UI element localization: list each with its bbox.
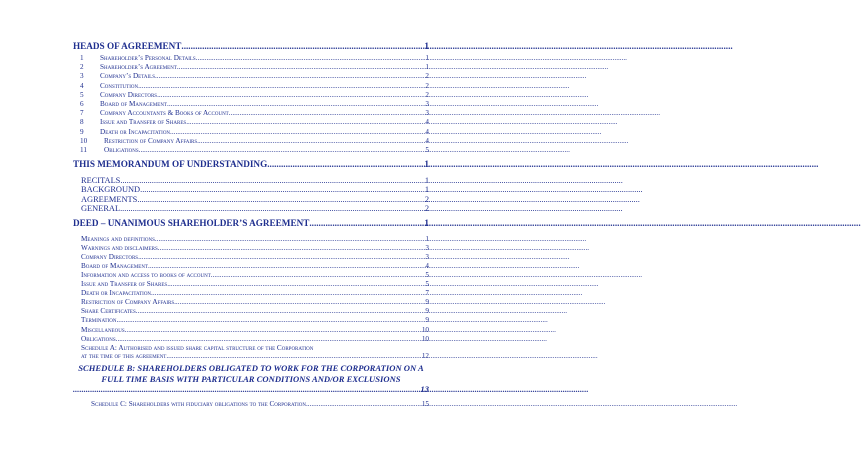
toc-entry[interactable]: [73, 235, 429, 244]
leader-dots: [170, 128, 424, 136]
page-number: 1: [424, 185, 429, 195]
leader-dots: [138, 253, 424, 261]
leader-dots: [306, 400, 421, 408]
page-number: 5: [425, 280, 429, 289]
heads-items-list: [73, 54, 429, 155]
page-number: 2: [425, 72, 429, 81]
leader-dots: [139, 146, 425, 154]
entry-label: Miscellaneous: [81, 325, 125, 334]
leader-dots: [309, 218, 423, 228]
page-number: 4: [425, 127, 429, 136]
toc-entry[interactable]: [73, 72, 429, 81]
page-number: 9: [425, 298, 429, 307]
schedule-a-line1: Schedule A: Authorised and issued share capital structure of the Corporation: [81, 343, 314, 352]
leader-dots: [267, 159, 423, 169]
page-number: 13: [420, 383, 429, 394]
leader-dots: [196, 54, 425, 62]
page-number: 1: [424, 217, 429, 228]
toc-entry[interactable]: [73, 146, 429, 155]
entry-label: Company Accountants & Books of Account: [100, 109, 229, 118]
leader-dots: [151, 289, 424, 297]
leader-dots: [211, 271, 425, 279]
toc-entry[interactable]: [73, 100, 429, 109]
toc-entry[interactable]: [73, 280, 429, 289]
toc-entry[interactable]: [73, 137, 429, 146]
entry-label: Board of Management: [81, 261, 149, 270]
page-number: 5: [425, 271, 429, 279]
toc-entry[interactable]: [73, 118, 429, 127]
page-number: 2: [424, 204, 429, 214]
toc-entry-schedule-a[interactable]: [73, 344, 429, 362]
page-number: 1: [425, 63, 429, 72]
page-number: 12: [421, 352, 429, 361]
toc-entry[interactable]: [73, 271, 429, 280]
page-number: 1: [424, 176, 429, 186]
leader-dots: [167, 280, 424, 288]
memo-items-list: [73, 176, 429, 214]
leader-dots: [138, 82, 424, 90]
page-number: 3: [425, 243, 429, 252]
page-number: 4: [425, 261, 429, 270]
toc-entry[interactable]: [73, 298, 429, 307]
page-number: 1: [425, 234, 429, 243]
toc-section-heads-of-agreement[interactable]: [73, 41, 429, 54]
page-number: 9: [425, 316, 429, 325]
leader-dots: [186, 118, 424, 126]
schedule-c-text: Schedule C: Shareholders with fiduciary obligations to the Corporation: [91, 399, 306, 408]
page-number: 1: [425, 54, 429, 62]
entry-label: Meanings and definitions: [81, 234, 155, 243]
entry-label: Issue and Transfer of Shares: [100, 118, 187, 127]
entry-number: 3: [80, 72, 84, 81]
entry-number: 9: [80, 127, 84, 136]
entry-number: 1: [80, 54, 84, 62]
entry-label: Constitution: [100, 81, 139, 90]
entry-label: Death or Incapacitation: [100, 127, 171, 136]
leader-dots: [116, 335, 421, 343]
entry-label: Shareholder’s Personal Details: [100, 54, 196, 62]
section-title: THIS MEMORANDUM OF UNDERSTANDING: [73, 159, 268, 170]
toc-entry[interactable]: [73, 82, 429, 91]
leader-dots: [155, 72, 424, 80]
entry-label: Share Certificates: [81, 307, 136, 316]
page-number: 3: [425, 109, 429, 118]
leader-dots: [166, 352, 420, 361]
entry-label: GENERAL: [81, 204, 121, 214]
entry-label: Company Directors: [81, 252, 139, 261]
leader-dots: [174, 298, 424, 306]
toc-entry[interactable]: [73, 253, 429, 262]
leader-dots: [148, 262, 424, 270]
toc-entry[interactable]: [73, 262, 429, 271]
entry-label: Death or Incapacitation: [81, 289, 152, 298]
leader-dots: [117, 316, 425, 324]
toc-entry[interactable]: [73, 204, 429, 213]
toc-entry[interactable]: [73, 335, 429, 344]
entry-label: Warnings and disclaimers: [81, 243, 158, 252]
toc-entry[interactable]: [73, 244, 429, 253]
leader-dots: [125, 326, 421, 334]
leader-dots: [157, 91, 424, 99]
page-number: 10: [421, 334, 429, 343]
leader-dots: [136, 307, 425, 315]
entry-number: 7: [80, 109, 84, 118]
toc-entry[interactable]: [73, 289, 429, 298]
toc-entry-schedule-c[interactable]: [73, 400, 429, 409]
leader-dots: [120, 204, 424, 213]
leader-dots: [181, 41, 423, 51]
entry-label: Restriction of Company Affairs: [81, 298, 175, 307]
entry-label: Restriction of Company Affairs: [104, 136, 198, 145]
section-title: DEED – UNANIMOUS SHAREHOLDER’S AGREEMENT: [73, 217, 310, 228]
entry-label: Shareholder’s Agreement: [100, 63, 177, 72]
leader-dots: [177, 63, 425, 71]
entry-label: Obligations: [104, 145, 139, 154]
leader-dots: [120, 176, 423, 185]
page-number: 5: [425, 145, 429, 154]
page-number: 3: [425, 99, 429, 108]
page-number: 10: [421, 325, 429, 334]
page-number: 1: [424, 159, 429, 170]
entry-label: Information and access to books of account: [81, 271, 211, 279]
toc-entry[interactable]: [73, 109, 429, 118]
toc-entry[interactable]: [73, 91, 429, 100]
entry-label: Issue and Transfer of Shares: [81, 280, 168, 289]
schedule-a-line2: at the time of this agreement: [81, 352, 167, 361]
entry-label: Company Directors: [100, 90, 158, 99]
leader-dots: [197, 137, 424, 145]
schedule-b-text: SCHEDULE B: SHAREHOLDERS OBLIGATED TO WORK FOR THE CORPORATION ON A FULL TIME BASIS WITH PARTICULAR CONDITIONS AND/OR EXCLUSIONS: [78, 363, 424, 384]
page-number: 3: [425, 252, 429, 261]
toc-entry-schedule-b[interactable]: [73, 363, 429, 393]
entry-number: 5: [80, 90, 84, 99]
page-number: 1: [424, 41, 429, 51]
entry-label: Obligations: [81, 334, 116, 343]
page-number: 4: [425, 118, 429, 127]
deed-items-list: [73, 235, 429, 344]
section-title: HEADS OF AGREEMENT: [73, 41, 182, 51]
leader-dots: [155, 235, 425, 243]
toc-section-deed[interactable]: [73, 218, 429, 231]
entry-number: 6: [80, 99, 84, 108]
page-number: 2: [424, 194, 429, 204]
toc-entry[interactable]: [73, 128, 429, 137]
entry-number: 11: [80, 145, 87, 154]
leader-dots: [229, 109, 425, 117]
leader-dots: [158, 244, 425, 252]
toc-section-memorandum[interactable]: [73, 159, 429, 172]
entry-label: Termination: [81, 316, 117, 325]
entry-number: 4: [80, 81, 84, 90]
toc-entry[interactable]: [73, 176, 429, 185]
toc-entry[interactable]: [73, 185, 429, 194]
entry-label: AGREEMENTS: [81, 194, 138, 204]
entry-number: 8: [80, 118, 84, 127]
leader-dots: [73, 384, 419, 394]
page-number: 2: [425, 81, 429, 90]
page-number: 2: [425, 90, 429, 99]
toc-entry[interactable]: [73, 326, 429, 335]
toc-entry[interactable]: [73, 195, 429, 204]
page-number: 7: [425, 289, 429, 298]
toc-entry[interactable]: [73, 307, 429, 316]
page-number: 15: [421, 399, 429, 408]
leader-dots: [137, 195, 424, 204]
entry-number: 2: [80, 63, 84, 72]
table-of-contents: [73, 41, 429, 409]
entry-number: 10: [80, 136, 88, 145]
toc-entry[interactable]: [73, 63, 429, 72]
entry-label: BACKGROUND: [81, 185, 141, 195]
toc-entry[interactable]: [73, 316, 429, 325]
page-number: 4: [425, 136, 429, 145]
entry-label: Board of Management: [100, 99, 168, 108]
entry-label: RECITALS: [81, 176, 121, 186]
leader-dots: [167, 100, 424, 108]
entry-label: Company’s Details: [100, 72, 155, 81]
page-number: 9: [425, 307, 429, 316]
leader-dots: [140, 185, 424, 194]
toc-entry[interactable]: [73, 54, 429, 63]
